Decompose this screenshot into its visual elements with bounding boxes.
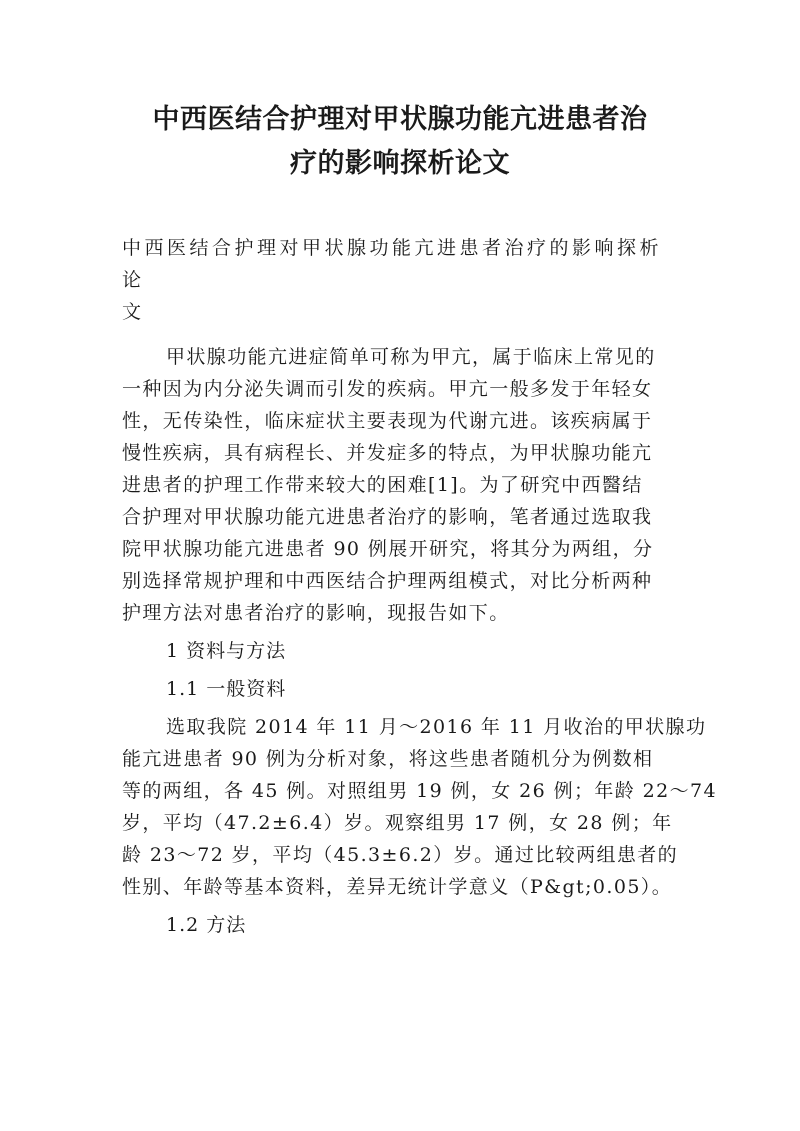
section-heading-1: 1 资料与方法 xyxy=(166,640,287,662)
paragraph-1-1 xyxy=(122,711,717,903)
section-heading-1-2: 1.2 方法 xyxy=(166,914,247,936)
para-1-1-line-4: 岁，平均（47.2±6.4）岁。观察组男 17 例，女 28 例；年 xyxy=(122,812,673,834)
document-subtitle xyxy=(122,232,682,328)
subtitle-line-1: 中西医结合护理对甲状腺功能亢进患者治疗的影响探析论 xyxy=(122,237,663,291)
para-1-1-line-6: 性别、年龄等基本资料，差异无统计学意义（P&gt;0.05）。 xyxy=(122,876,673,898)
intro-line-6: 合护理对甲状腺功能亢进患者治疗的影响，笔者通过选取我 xyxy=(122,506,653,528)
intro-line-9: 护理方法对患者治疗的影响，现报告如下。 xyxy=(122,602,510,624)
para-1-1-line-5: 龄 23～72 岁，平均（45.3±6.2）岁。通过比较两组患者的 xyxy=(122,844,679,866)
intro-line-5: 进患者的护理工作带来较大的困难[1]。为了研究中西醫结 xyxy=(122,474,643,496)
intro-line-4: 慢性疾病，具有病程长、并发症多的特点，为甲状腺功能亢 xyxy=(122,442,653,464)
intro-paragraph xyxy=(122,341,692,629)
intro-line-2: 一种因为内分泌失调而引发的疾病。甲亢一般多发于年轻女 xyxy=(122,378,653,400)
para-1-1-line-3: 等的两组，各 45 例。对照组男 19 例，女 26 例；年龄 22～74 xyxy=(122,780,717,802)
title-line-1: 中西医结合护理对甲状腺功能亢进患者治 xyxy=(152,104,648,135)
subtitle-line-2: 文 xyxy=(122,301,145,323)
intro-line-3: 性，无传染性，临床症状主要表现为代谢亢进。该疾病属于 xyxy=(122,410,653,432)
intro-line-1: 甲状腺功能亢进症简单可称为甲亢，属于临床上常见的 xyxy=(166,346,656,368)
title-line-2: 疗的影响探析论文 xyxy=(290,148,510,179)
para-1-1-line-1: 选取我院 2014 年 11 月～2016 年 11 月收治的甲状腺功 xyxy=(166,716,707,738)
para-1-1-line-2: 能亢进患者 90 例为分析对象，将这些患者随机分为例数相 xyxy=(122,748,654,770)
document-body xyxy=(122,341,717,941)
section-heading-1-1: 1.1 一般资料 xyxy=(166,678,287,700)
intro-line-7: 院甲状腺功能亢进患者 90 例展开研究，将其分为两组，分 xyxy=(122,538,654,560)
intro-line-8: 别选择常规护理和中西医结合护理两组模式，对比分析两种 xyxy=(122,570,653,592)
document-title xyxy=(100,98,700,186)
